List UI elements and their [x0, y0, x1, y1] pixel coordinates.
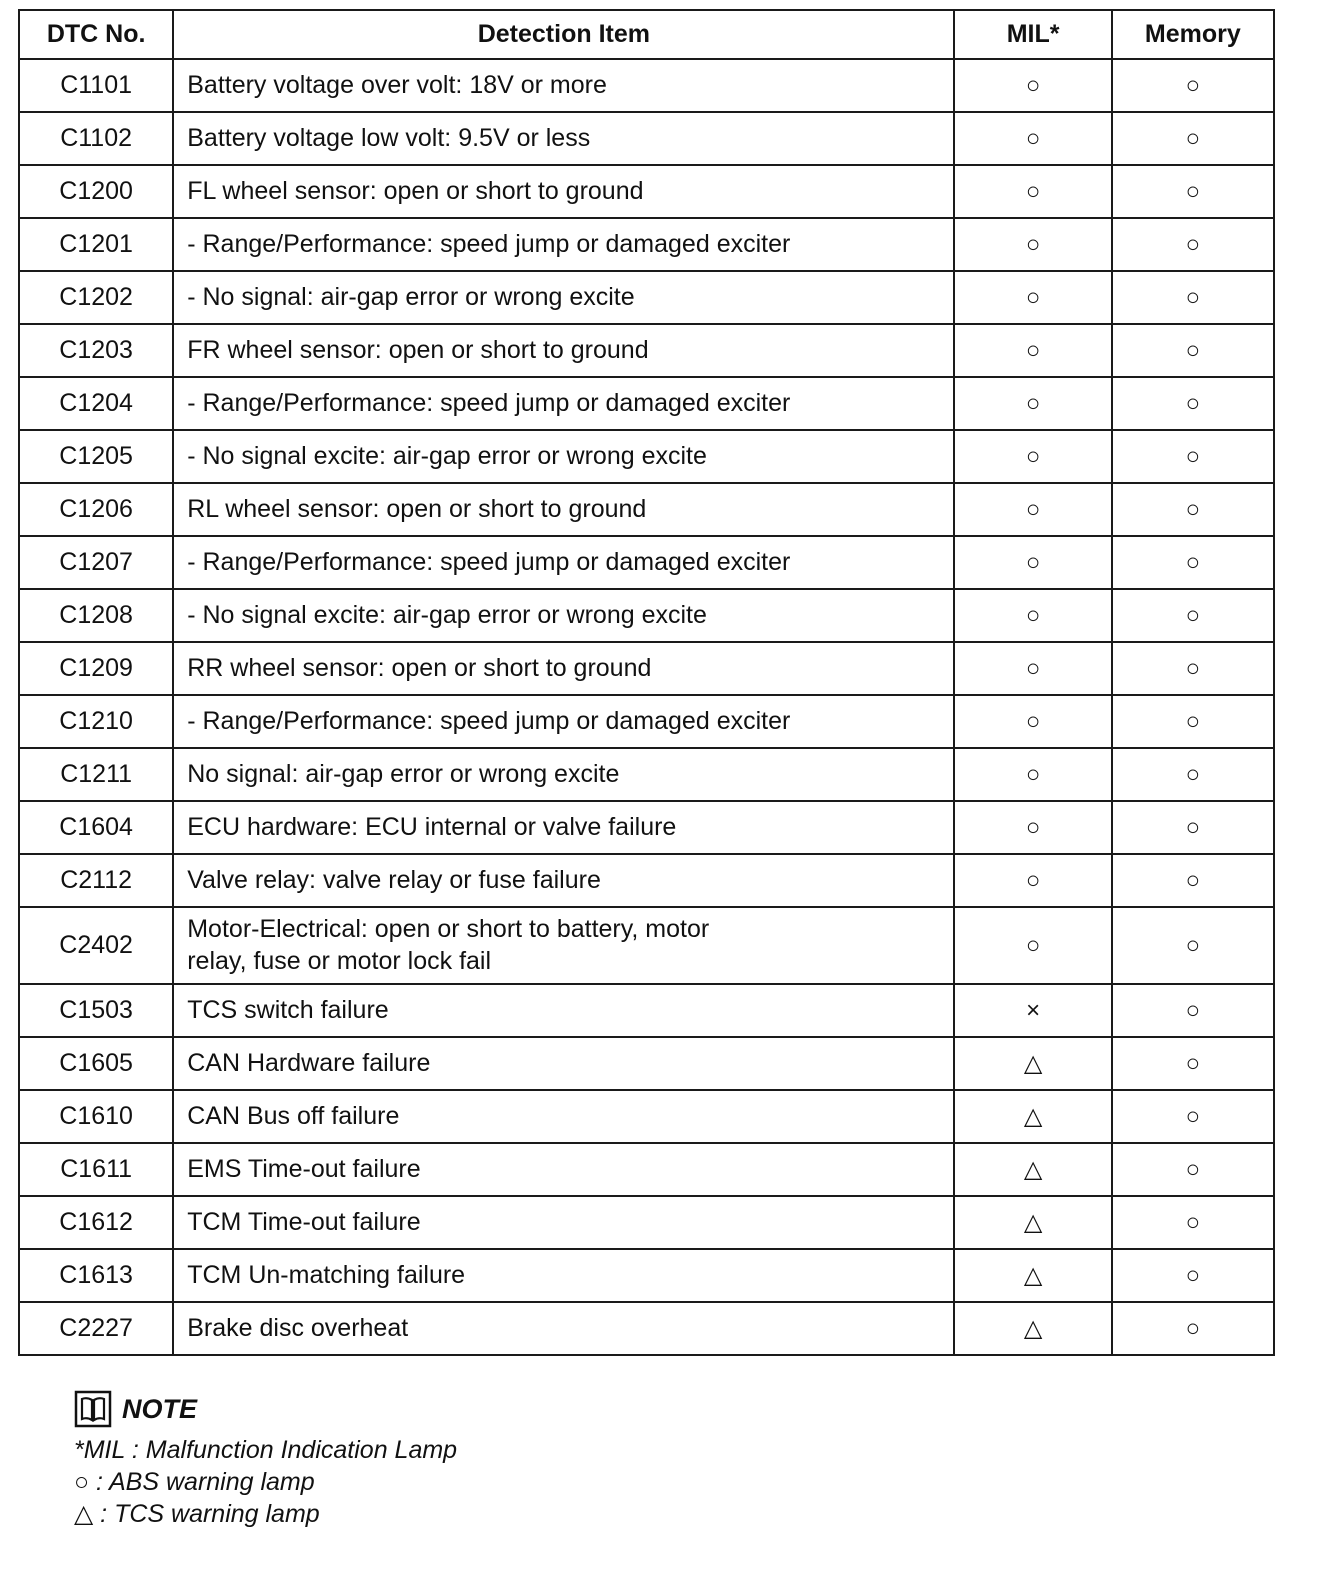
mil-mark-cell: ○ — [954, 59, 1111, 112]
dtc-code-cell: C1612 — [19, 1196, 173, 1249]
table-row — [19, 483, 1274, 536]
memory-mark-cell: ○ — [1112, 1037, 1274, 1090]
table-row — [19, 324, 1274, 377]
table-row — [19, 536, 1274, 589]
memory-mark-cell: ○ — [1112, 748, 1274, 801]
dtc-code-cell: C2402 — [19, 907, 173, 984]
detection-item-line: relay, fuse or motor lock fail — [187, 946, 492, 975]
mil-mark-cell: △ — [954, 1249, 1111, 1302]
mil-mark-cell: × — [954, 984, 1111, 1037]
table-row — [19, 1302, 1274, 1355]
detection-item-cell: FL wheel sensor: open or short to ground — [173, 165, 954, 218]
table-row — [19, 1249, 1274, 1302]
detection-item-cell: - No signal excite: air-gap error or wrong excite — [173, 589, 954, 642]
memory-mark-cell: ○ — [1112, 112, 1274, 165]
dtc-code-cell: C1503 — [19, 984, 173, 1037]
detection-item-cell: ECU hardware: ECU internal or valve failure — [173, 801, 954, 854]
dtc-code-cell: C1611 — [19, 1143, 173, 1196]
detection-item-cell: - No signal excite: air-gap error or wrong excite — [173, 430, 954, 483]
table-row — [19, 801, 1274, 854]
dtc-code-cell: C1205 — [19, 430, 173, 483]
table-row — [19, 748, 1274, 801]
header-mil: MIL* — [954, 10, 1111, 59]
dtc-code-cell: C1201 — [19, 218, 173, 271]
memory-mark-cell: ○ — [1112, 430, 1274, 483]
memory-mark-cell: ○ — [1112, 377, 1274, 430]
memory-mark-cell: ○ — [1112, 642, 1274, 695]
memory-mark-cell: ○ — [1112, 1090, 1274, 1143]
dtc-code-cell: C1200 — [19, 165, 173, 218]
mil-mark-cell: △ — [954, 1090, 1111, 1143]
dtc-code-cell: C1210 — [19, 695, 173, 748]
memory-mark-cell: ○ — [1112, 59, 1274, 112]
detection-item-cell: Brake disc overheat — [173, 1302, 954, 1355]
detection-item-cell: - Range/Performance: speed jump or damaged exciter — [173, 536, 954, 589]
detection-item-cell: EMS Time-out failure — [173, 1143, 954, 1196]
note-line-mil: *MIL : Malfunction Indication Lamp — [74, 1436, 458, 1464]
memory-mark-cell: ○ — [1112, 801, 1274, 854]
table-row — [19, 218, 1274, 271]
mil-mark-cell: ○ — [954, 218, 1111, 271]
detection-item-cell: FR wheel sensor: open or short to ground — [173, 324, 954, 377]
note-line-tcs: △ : TCS warning lamp — [74, 1500, 320, 1528]
dtc-code-cell: C1604 — [19, 801, 173, 854]
dtc-code-cell: C2112 — [19, 854, 173, 907]
table-row — [19, 589, 1274, 642]
table-body — [19, 59, 1274, 1355]
dtc-code-cell: C1211 — [19, 748, 173, 801]
mil-mark-cell: ○ — [954, 854, 1111, 907]
dtc-code-cell: C1101 — [19, 59, 173, 112]
header-memory: Memory — [1112, 10, 1274, 59]
dtc-code-cell: C1209 — [19, 642, 173, 695]
table-row — [19, 1090, 1274, 1143]
memory-mark-cell: ○ — [1112, 218, 1274, 271]
memory-mark-cell: ○ — [1112, 1143, 1274, 1196]
detection-item-cell: CAN Hardware failure — [173, 1037, 954, 1090]
dtc-code-cell: C1202 — [19, 271, 173, 324]
mil-mark-cell: ○ — [954, 271, 1111, 324]
detection-item-cell: Valve relay: valve relay or fuse failure — [173, 854, 954, 907]
memory-mark-cell: ○ — [1112, 589, 1274, 642]
table-row — [19, 1196, 1274, 1249]
table-row — [19, 271, 1274, 324]
mil-mark-cell: ○ — [954, 165, 1111, 218]
mil-mark-cell: ○ — [954, 801, 1111, 854]
note-title: NOTE — [122, 1394, 198, 1424]
detection-item-cell: - Range/Performance: speed jump or damaged exciter — [173, 377, 954, 430]
mil-mark-cell: △ — [954, 1302, 1111, 1355]
memory-mark-cell: ○ — [1112, 695, 1274, 748]
table-row — [19, 854, 1274, 907]
memory-mark-cell: ○ — [1112, 483, 1274, 536]
mil-mark-cell: ○ — [954, 112, 1111, 165]
dtc-code-cell: C1204 — [19, 377, 173, 430]
note-line-abs: ○ : ABS warning lamp — [74, 1468, 315, 1496]
detection-item-cell: Battery voltage low volt: 9.5V or less — [173, 112, 954, 165]
detection-item-cell: RR wheel sensor: open or short to ground — [173, 642, 954, 695]
dtc-code-cell: C2227 — [19, 1302, 173, 1355]
dtc-code-cell: C1203 — [19, 324, 173, 377]
detection-item-cell: RL wheel sensor: open or short to ground — [173, 483, 954, 536]
detection-item-cell: - Range/Performance: speed jump or damaged exciter — [173, 695, 954, 748]
memory-mark-cell: ○ — [1112, 1249, 1274, 1302]
memory-mark-cell: ○ — [1112, 536, 1274, 589]
mil-mark-cell: ○ — [954, 695, 1111, 748]
mil-mark-cell: ○ — [954, 430, 1111, 483]
detection-item-cell: CAN Bus off failure — [173, 1090, 954, 1143]
memory-mark-cell: ○ — [1112, 271, 1274, 324]
book-icon — [74, 1390, 112, 1428]
memory-mark-cell: ○ — [1112, 1302, 1274, 1355]
header-dtc-no: DTC No. — [19, 10, 173, 59]
mil-mark-cell: ○ — [954, 324, 1111, 377]
detection-item-cell — [173, 907, 954, 984]
detection-item-cell: Battery voltage over volt: 18V or more — [173, 59, 954, 112]
dtc-code-cell: C1207 — [19, 536, 173, 589]
dtc-code-cell: C1605 — [19, 1037, 173, 1090]
dtc-code-cell: C1208 — [19, 589, 173, 642]
table-row — [19, 430, 1274, 483]
memory-mark-cell: ○ — [1112, 165, 1274, 218]
table-row — [19, 642, 1274, 695]
mil-mark-cell: ○ — [954, 642, 1111, 695]
dtc-code-cell: C1102 — [19, 112, 173, 165]
table-row — [19, 59, 1274, 112]
table-row — [19, 377, 1274, 430]
detection-item-line: Motor-Electrical: open or short to battery, motor — [187, 915, 710, 944]
dtc-code-cell: C1206 — [19, 483, 173, 536]
table-row — [19, 695, 1274, 748]
detection-item-cell: TCS switch failure — [173, 984, 954, 1037]
table-row — [19, 907, 1274, 984]
mil-mark-cell: △ — [954, 1196, 1111, 1249]
dtc-table — [18, 9, 1275, 1356]
mil-mark-cell: △ — [954, 1037, 1111, 1090]
detection-item-cell: - No signal: air-gap error or wrong excite — [173, 271, 954, 324]
memory-mark-cell: ○ — [1112, 1196, 1274, 1249]
table-row — [19, 1143, 1274, 1196]
mil-mark-cell: ○ — [954, 536, 1111, 589]
header-detection-item: Detection Item — [173, 10, 954, 59]
table-row — [19, 1037, 1274, 1090]
memory-mark-cell: ○ — [1112, 854, 1274, 907]
detection-item-cell: TCM Time-out failure — [173, 1196, 954, 1249]
detection-item-cell: No signal: air-gap error or wrong excite — [173, 748, 954, 801]
mil-mark-cell: △ — [954, 1143, 1111, 1196]
table-row — [19, 165, 1274, 218]
header-row — [19, 10, 1274, 59]
mil-mark-cell: ○ — [954, 748, 1111, 801]
detection-item-cell: TCM Un-matching failure — [173, 1249, 954, 1302]
dtc-code-cell: C1613 — [19, 1249, 173, 1302]
dtc-code-cell: C1610 — [19, 1090, 173, 1143]
detection-item-cell: - Range/Performance: speed jump or damaged exciter — [173, 218, 954, 271]
memory-mark-cell: ○ — [1112, 324, 1274, 377]
mil-mark-cell: ○ — [954, 907, 1111, 984]
note-section — [74, 1390, 457, 1530]
mil-mark-cell: ○ — [954, 377, 1111, 430]
note-header — [74, 1390, 457, 1428]
memory-mark-cell: ○ — [1112, 907, 1274, 984]
table-row — [19, 112, 1274, 165]
mil-mark-cell: ○ — [954, 483, 1111, 536]
mil-mark-cell: ○ — [954, 589, 1111, 642]
memory-mark-cell: ○ — [1112, 984, 1274, 1037]
table-row — [19, 984, 1274, 1037]
